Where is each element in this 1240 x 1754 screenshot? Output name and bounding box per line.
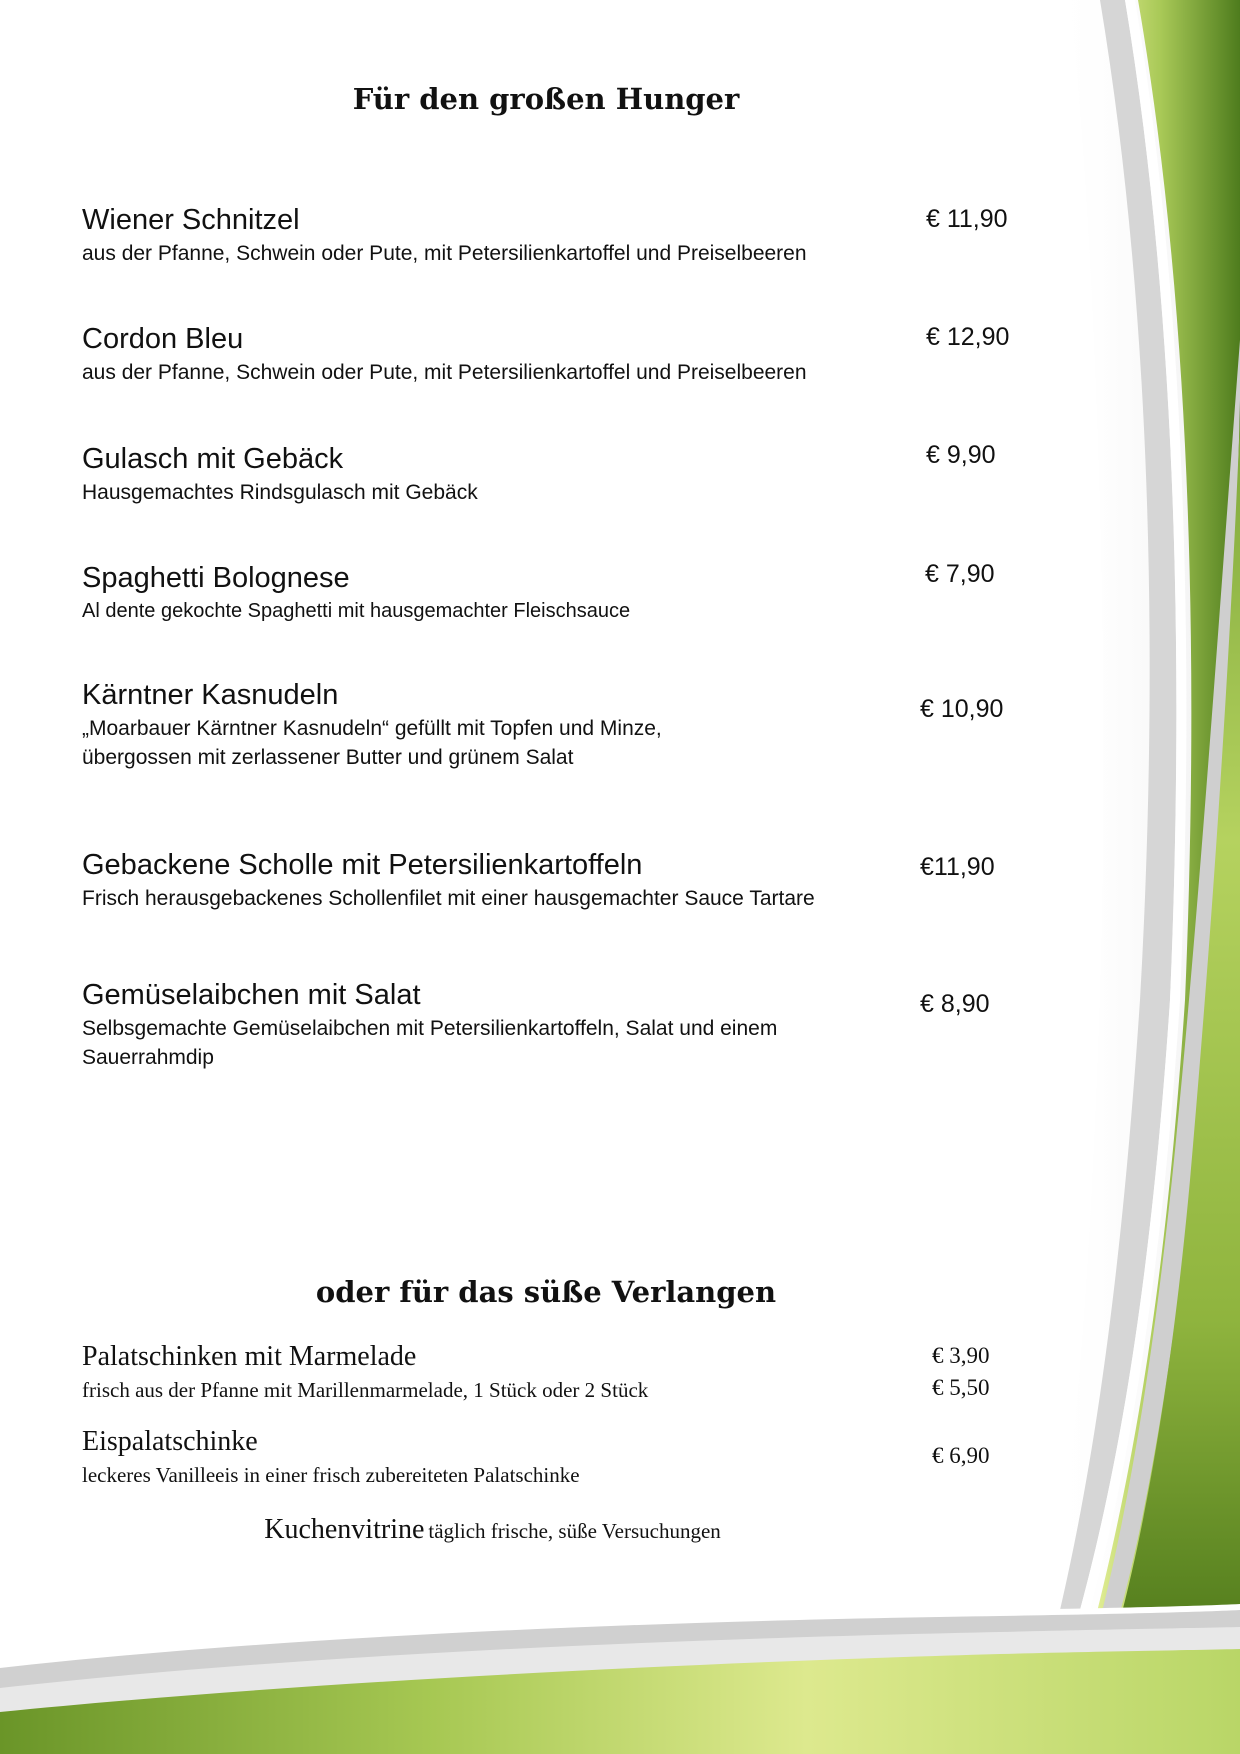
menu-item-name: Wiener Schnitzel [82, 204, 300, 236]
menu-item-price: € 5,50 [932, 1375, 990, 1400]
menu-item-price: € 11,90 [926, 205, 1008, 233]
menu-item-price: € 9,90 [926, 441, 996, 469]
menu-item-name: Cordon Bleu [82, 323, 244, 355]
menu-item-description: aus der Pfanne, Schwein oder Pute, mit Petersilienkartoffel und Preiselbeeren [82, 242, 807, 265]
menu-item [82, 203, 902, 268]
menu-item-price: €11,90 [920, 853, 995, 881]
menu-item-description: Selbsgemachte Gemüselaibchen mit Petersilienkartoffeln, Salat und einem [82, 1017, 778, 1040]
menu-item-description: Frisch herausgebackenes Schollenfilet mit einer hausgemachter Sauce Tartare [82, 887, 815, 910]
menu-item-price: € 10,90 [920, 695, 1004, 723]
menu-item-price: € 3,90 [932, 1343, 990, 1368]
menu-item-price: € 7,90 [925, 560, 995, 588]
section-heading-main: Für den großen Hunger [352, 82, 740, 116]
menu-item-name: Palatschinken mit Marmelade [82, 1341, 417, 1372]
menu-item [82, 1340, 842, 1404]
menu-item-price: € 6,90 [932, 1443, 990, 1468]
menu-item [82, 561, 902, 626]
menu-item-name: Gebackene Scholle mit Petersilienkartoffeln [82, 849, 643, 881]
menu-item-description: „Moarbauer Kärntner Kasnudeln“ gefüllt mit Topfen und Minze, [82, 717, 662, 740]
cake-display-note [0, 1514, 985, 1546]
menu-item-description: leckeres Vanilleeis in einer frisch zubereiteten Palatschinke [82, 1463, 580, 1487]
menu-item [82, 442, 902, 507]
menu-item-description: Hausgemachtes Rindsgulasch mit Gebäck [82, 481, 478, 504]
menu-item-price: € 12,90 [926, 323, 1010, 351]
menu-item-name: Gemüselaibchen mit Salat [82, 979, 421, 1011]
cake-display-subtitle: täglich frische, süße Versuchungen [428, 1519, 721, 1543]
menu-item-name: Kärntner Kasnudeln [82, 679, 339, 711]
menu-item [82, 848, 942, 913]
menu-item [82, 678, 902, 772]
menu-item-price: € 8,90 [920, 990, 990, 1018]
menu-item [82, 978, 902, 1072]
menu-item-description: frisch aus der Pfanne mit Marillenmarmelade, 1 Stück oder 2 Stück [82, 1378, 649, 1402]
menu-item-name: Spaghetti Bolognese [82, 562, 350, 594]
menu-item-name: Eispalatschinke [82, 1426, 258, 1457]
section-heading-sweet: oder für das süße Verlangen [315, 1275, 777, 1309]
menu-item-description: übergossen mit zerlassener Butter und grünem Salat [82, 746, 574, 769]
menu-item [82, 322, 902, 387]
menu-item-description: aus der Pfanne, Schwein oder Pute, mit Petersilienkartoffel und Preiselbeeren [82, 361, 807, 384]
menu-item-name: Gulasch mit Gebäck [82, 443, 344, 475]
menu-item [82, 1425, 842, 1489]
cake-display-title: Kuchenvitrine [264, 1514, 425, 1545]
menu-item-description: Sauerrahmdip [82, 1046, 214, 1069]
menu-item-description: Al dente gekochte Spaghetti mit hausgemachter Fleischsauce [82, 600, 631, 622]
